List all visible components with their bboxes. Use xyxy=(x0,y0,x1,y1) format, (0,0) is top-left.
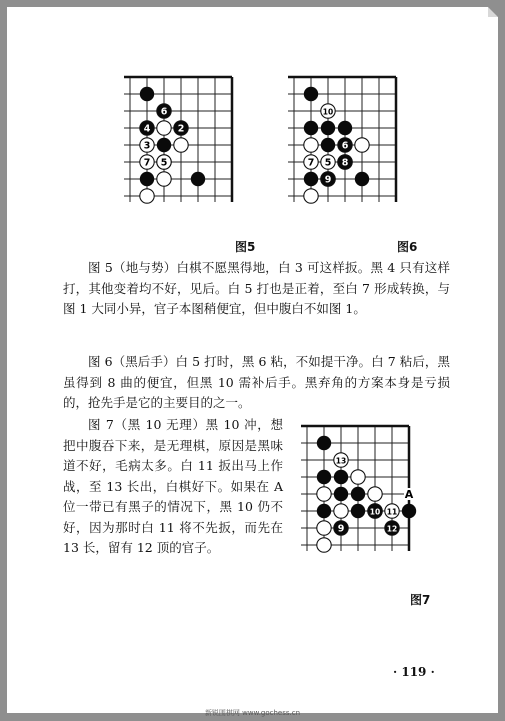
go-diagram-fig6 xyxy=(284,71,417,223)
stone-move-number: 11 xyxy=(386,507,398,517)
go-diagram-fig5 xyxy=(120,71,253,223)
black-stone xyxy=(321,138,335,152)
stone-move-number: 8 xyxy=(341,157,349,169)
paragraph-fig5: 图 5（地与势）白棋不愿黑得地，白 3 可这样扳。黑 4 只有这样打，其他变着均不好，见后。白 5 打也是正着，至白 7 形成转换，与图 1 大同小异，官子本图稍便宜，但中腹白不如图 1。 xyxy=(63,260,450,316)
black-stone xyxy=(355,172,369,186)
watermark-footer: 新锐围棋网 www.gochess.cn xyxy=(204,709,301,717)
black-stone xyxy=(351,504,365,518)
stone-move-number: 7 xyxy=(307,157,315,169)
black-stone xyxy=(334,487,348,501)
stone-move-number: 5 xyxy=(324,157,332,169)
black-stone xyxy=(317,470,331,484)
stone-move-number: 9 xyxy=(337,523,345,535)
black-stone xyxy=(321,121,335,135)
white-stone xyxy=(157,121,171,135)
black-stone xyxy=(402,504,416,518)
black-stone xyxy=(140,87,154,101)
white-stone xyxy=(157,172,171,186)
fig5-caption: 图5 xyxy=(235,240,256,254)
book-page xyxy=(7,7,498,713)
black-stone xyxy=(338,121,352,135)
fig7-caption: 图7 xyxy=(410,593,431,607)
paragraph-fig6: 图 6（黑后手）白 5 打时，黑 6 粘，不如提干净。白 7 粘后，黑虽得到 8 曲的便宜，但黑 10 需补后手。黑弃角的方案本身是亏损的，抢先手是它的主要目的之一。 xyxy=(63,354,450,410)
black-stone xyxy=(351,487,365,501)
fig6-caption: 图6 xyxy=(397,240,418,254)
stone-move-number: 6 xyxy=(160,106,168,118)
white-stone xyxy=(304,189,318,203)
black-stone xyxy=(304,87,318,101)
go-diagram-fig7 xyxy=(297,420,430,572)
stone-move-number: 13 xyxy=(335,456,347,466)
black-stone xyxy=(317,504,331,518)
black-stone xyxy=(157,138,171,152)
white-stone xyxy=(304,138,318,152)
stone-move-number: 7 xyxy=(143,157,151,169)
stone-move-number: 6 xyxy=(341,140,349,152)
white-stone xyxy=(140,189,154,203)
black-stone xyxy=(304,121,318,135)
black-stone xyxy=(334,470,348,484)
stone-move-number: 10 xyxy=(322,107,334,117)
white-stone xyxy=(334,504,348,518)
stone-move-number: 12 xyxy=(386,524,398,534)
page-number: · 119 · xyxy=(393,665,435,679)
black-stone xyxy=(317,436,331,450)
paragraph-fig7: 图 7（黑 10 无理）黑 10 冲，想把中腹吞下来，是无理棋，原因是黑味道不好，毛病太多。白 11 扳出马上作战，至 13 长出，白棋好下。如果在 A 位一带已有黑子的情况下，黑 10 仍不好，因为那时白 11 将不先扳，而先在 13 长，留有 12 顶的官子。 xyxy=(63,417,283,555)
black-stone xyxy=(140,172,154,186)
black-stone xyxy=(304,172,318,186)
white-stone xyxy=(317,487,331,501)
stone-move-number: 2 xyxy=(177,123,185,135)
stone-move-number: 4 xyxy=(143,123,151,135)
white-stone xyxy=(368,487,382,501)
black-stone xyxy=(191,172,205,186)
point-marker-label: A xyxy=(404,488,414,501)
stone-move-number: 10 xyxy=(369,507,381,517)
stone-move-number: 5 xyxy=(160,157,168,169)
stone-move-number: 3 xyxy=(143,140,151,152)
white-stone xyxy=(351,470,365,484)
white-stone xyxy=(174,138,188,152)
stone-move-number: 9 xyxy=(324,174,332,186)
white-stone xyxy=(317,521,331,535)
white-stone xyxy=(317,538,331,552)
page-corner-fold xyxy=(488,7,498,17)
white-stone xyxy=(355,138,369,152)
